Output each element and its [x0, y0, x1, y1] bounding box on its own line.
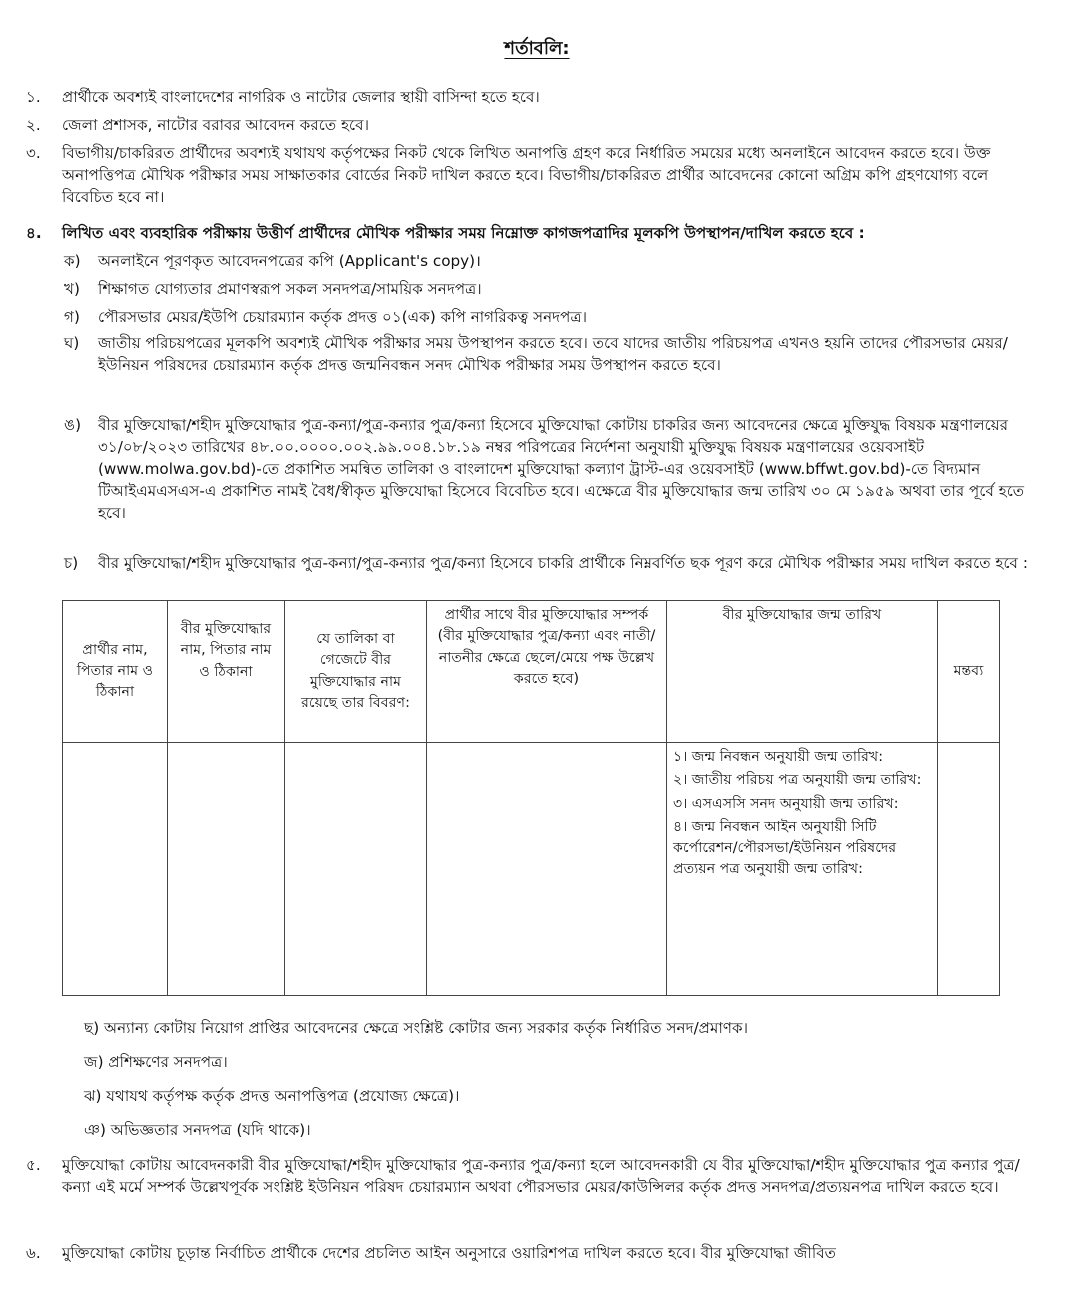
table-row: [63, 743, 1000, 996]
sub-item-cha: চ) বীর মুক্তিযোদ্ধা/শহীদ মুক্তিযোদ্ধার পুত্র-কন্যা/পুত্র-কন্যার পুত্র/কন্যা হিসেবে চাকরি প্রার্থীকে নিম্নবর্ণিত ছক পূরণ করে মৌখিক পরীক্ষার সময় দাখিল করতে হবে :: [64, 554, 1028, 572]
sub-item-ka: ক) অনলাইনে পূরণকৃত আবেদনপত্রের কপি (Applicant's copy)।: [64, 252, 481, 270]
cell-fighter-name[interactable]: [168, 743, 285, 996]
header-candidate-name: প্রার্থীর নাম, পিতার নাম ও ঠিকানা: [63, 601, 168, 743]
header-remarks: মন্তব্য: [938, 601, 1000, 743]
cell-gazette-details[interactable]: [285, 743, 427, 996]
sub-item-gha: ঘ) জাতীয় পরিচয়পত্রের মূলকপি অবশ্যই মৌখিক পরীক্ষার সময় উপস্থাপন করতে হবে। তবে যাদের জাতীয় পরিচয়পত্র এখনও হয়নি তাদের পৌরসভার মেয়র/ইউনিয়ন পরিষদের চেয়ারম্যান কর্তৃক প্রদত্ত জন্মনিবন্ধন সনদ মৌখিক পরীক্ষার সময় উপস্থাপন করতে হবে।: [64, 334, 1008, 375]
condition-item-1: ১. প্রার্থীকে অবশ্যই বাংলাদেশের নাগরিক ও নাটোর জেলার স্থায়ী বাসিন্দা হতে হবে।: [26, 88, 540, 106]
condition-item-2: ২. জেলা প্রশাসক, নাটোর বরাবর আবেদন করতে হবে।: [26, 116, 370, 134]
header-gazette-details: যে তালিকা বা গেজেটে বীর মুক্তিযোদ্ধার নাম রয়েছে তার বিবরণ:: [285, 601, 427, 743]
sub-item-kha: খ) শিক্ষাগত যোগ্যতার প্রমাণস্বরূপ সকল সনদপত্র/সাময়িক সনদপত্র।: [64, 280, 482, 298]
page-title: শর্তাবলি:: [504, 38, 570, 59]
condition-item-6: ৬. মুক্তিযোদ্ধা কোটায় চূড়ান্ত নির্বাচিত প্রার্থীকে দেশের প্রচলিত আইন অনুসারে ওয়ারিশপত্র দাখিল করতে হবে। বীর মুক্তিযোদ্ধা জীবিত: [26, 1244, 837, 1262]
dob-item-ssc: ৩। এসএসসি সনদ অনুযায়ী জন্ম তারিখ:: [673, 795, 899, 812]
dob-item-nid: ২। জাতীয় পরিচয় পত্র অনুযায়ী জন্ম তারিখ:: [673, 772, 922, 789]
condition-item-3: ৩. বিভাগীয়/চাকরিরত প্রার্থীদের অবশ্যই যথাযথ কর্তৃপক্ষের নিকট থেকে লিখিত অনাপত্তি গ্রহণ করে নির্ধারিত সময়ের মধ্যে অনলাইনে আবেদন করতে হবে। উক্ত অনাপত্তিপত্র মৌখিক পরীক্ষার সময় সাক্ষাতকার বোর্ডের নিকট দাখিল করতে হবে। বিভাগীয়/চাকরিরত প্রার্থীর আবেদনের কোনো অগ্রিম কপি গ্রহণযোগ্য বলে বিবেচিত হবে না।: [26, 144, 991, 207]
sub-item-ga: গ) পৌরসভার মেয়র/ইউপি চেয়ারম্যান কর্তৃক প্রদত্ত ০১(এক) কপি নাগরিকত্ব সনদপত্র।: [64, 308, 588, 326]
sub-item-chha: ছ) অন্যান্য কোটায় নিয়োগ প্রাপ্তির আবেদনের ক্ষেত্রে সংশ্লিষ্ট কোটার জন্য সরকার কর্তৃক নির্ধারিত সনদ/প্রমাণক।: [84, 1019, 749, 1037]
sub-item-umo: ঙ) বীর মুক্তিযোদ্ধা/শহীদ মুক্তিযোদ্ধার পুত্র-কন্যা/পুত্র-কন্যার পুত্র/কন্যা হিসেবে মুক্তিযোদ্ধা কোটায় চাকরির জন্য আবেদনের ক্ষেত্রে মুক্তিযুদ্ধ বিষয়ক মন্ত্রণালয়ের ৩১/০৮/২০২৩ তারিখের ৪৮.০০.০০০০.০০২.৯৯.০০৪.১৮.১৯ নম্বর পরিপত্রের নির্দেশনা অনুযায়ী মুক্তিযুদ্ধ বিষয়ক মন্ত্রণালয়ের ওয়েবসাইট (www.molwa.gov.bd)-তে প্রকাশিত সমন্বিত তালিকা ও বাংলাদেশ মুক্তিযোদ্ধা কল্যাণ ট্রাস্ট-এর ওয়েবসাইট (www.bffwt.gov.bd)-তে বিদ্যমান টিআইএমএসএস-এ প্রকাশিত নামই বৈধ/স্বীকৃত মুক্তিযোদ্ধা হিসেবে বিবেচিত হবে। এক্ষেত্রে বীর মুক্তিযোদ্ধার জন্ম তারিখ ৩০ মে ১৯৫৯ অথবা তার পূর্বে হতে হবে।: [64, 416, 1025, 523]
sub-item-ja: জ) প্রশিক্ষণের সনদপত্র।: [84, 1053, 228, 1071]
dob-item-birth-registration: ১। জন্ম নিবন্ধন অনুযায়ী জন্ম তারিখ:: [673, 749, 883, 765]
dob-item-local-certificate: ৪। জন্ম নিবন্ধন আইন অনুযায়ী সিটি কর্পোরেশন/পৌরসভা/ইউনিয়ন পরিষদের প্রত্যয়ন পত্র অনুযায়ী জন্ম তারিখ:: [673, 818, 897, 878]
header-relationship: প্রার্থীর সাথে বীর মুক্তিযোদ্ধার সম্পর্ক (বীর মুক্তিযোদ্ধার পুত্র/কন্যা এবং নাতী/নাতনীর ক্ষেত্রে ছেলে/মেয়ে পক্ষ উল্লেখ করতে হবে): [427, 601, 667, 743]
cell-fighter-dob[interactable]: [667, 743, 938, 996]
condition-item-5: ৫. মুক্তিযোদ্ধা কোটায় আবেদনকারী বীর মুক্তিযোদ্ধা/শহীদ মুক্তিযোদ্ধার পুত্র-কন্যার পুত্র/কন্যা হলে আবেদনকারী যে বীর মুক্তিযোদ্ধা/শহীদ মুক্তিযোদ্ধার পুত্র কন্যার পুত্র/কন্যা এই মর্মে সম্পর্ক উল্লেখপূর্বক সংশ্লিষ্ট ইউনিয়ন পরিষদ চেয়ারম্যান অথবা পৌরসভার মেয়র/কাউন্সিলর কর্তৃক প্রদত্ত সনদপত্র/প্রত্যয়নপত্র দাখিল করতে হবে।: [26, 1156, 1020, 1197]
cell-relationship[interactable]: [427, 743, 667, 996]
freedom-fighter-form-table: [62, 600, 1000, 996]
header-fighter-dob: বীর মুক্তিযোদ্ধার জন্ম তারিখ: [667, 601, 938, 743]
condition-item-4: ৪. লিখিত এবং ব্যবহারিক পরীক্ষায় উত্তীর্ণ প্রার্থীদের মৌখিক পরীক্ষার সময় নিম্নোক্ত কাগজপত্রাদির মূলকপি উপস্থাপন/দাখিল করতে হবে :: [26, 224, 865, 242]
cell-remarks[interactable]: [938, 743, 1000, 996]
table-header-row: [63, 601, 1000, 743]
header-fighter-name: বীর মুক্তিযোদ্ধার নাম, পিতার নাম ও ঠিকানা: [168, 601, 285, 743]
cell-candidate-name[interactable]: [63, 743, 168, 996]
sub-item-jha: ঝ) যথাযথ কর্তৃপক্ষ কর্তৃক প্রদত্ত অনাপত্তিপত্র (প্রযোজ্য ক্ষেত্রে)।: [84, 1087, 460, 1105]
sub-item-nia: ঞ) অভিজ্ঞতার সনদপত্র (যদি থাকে)।: [84, 1121, 311, 1139]
